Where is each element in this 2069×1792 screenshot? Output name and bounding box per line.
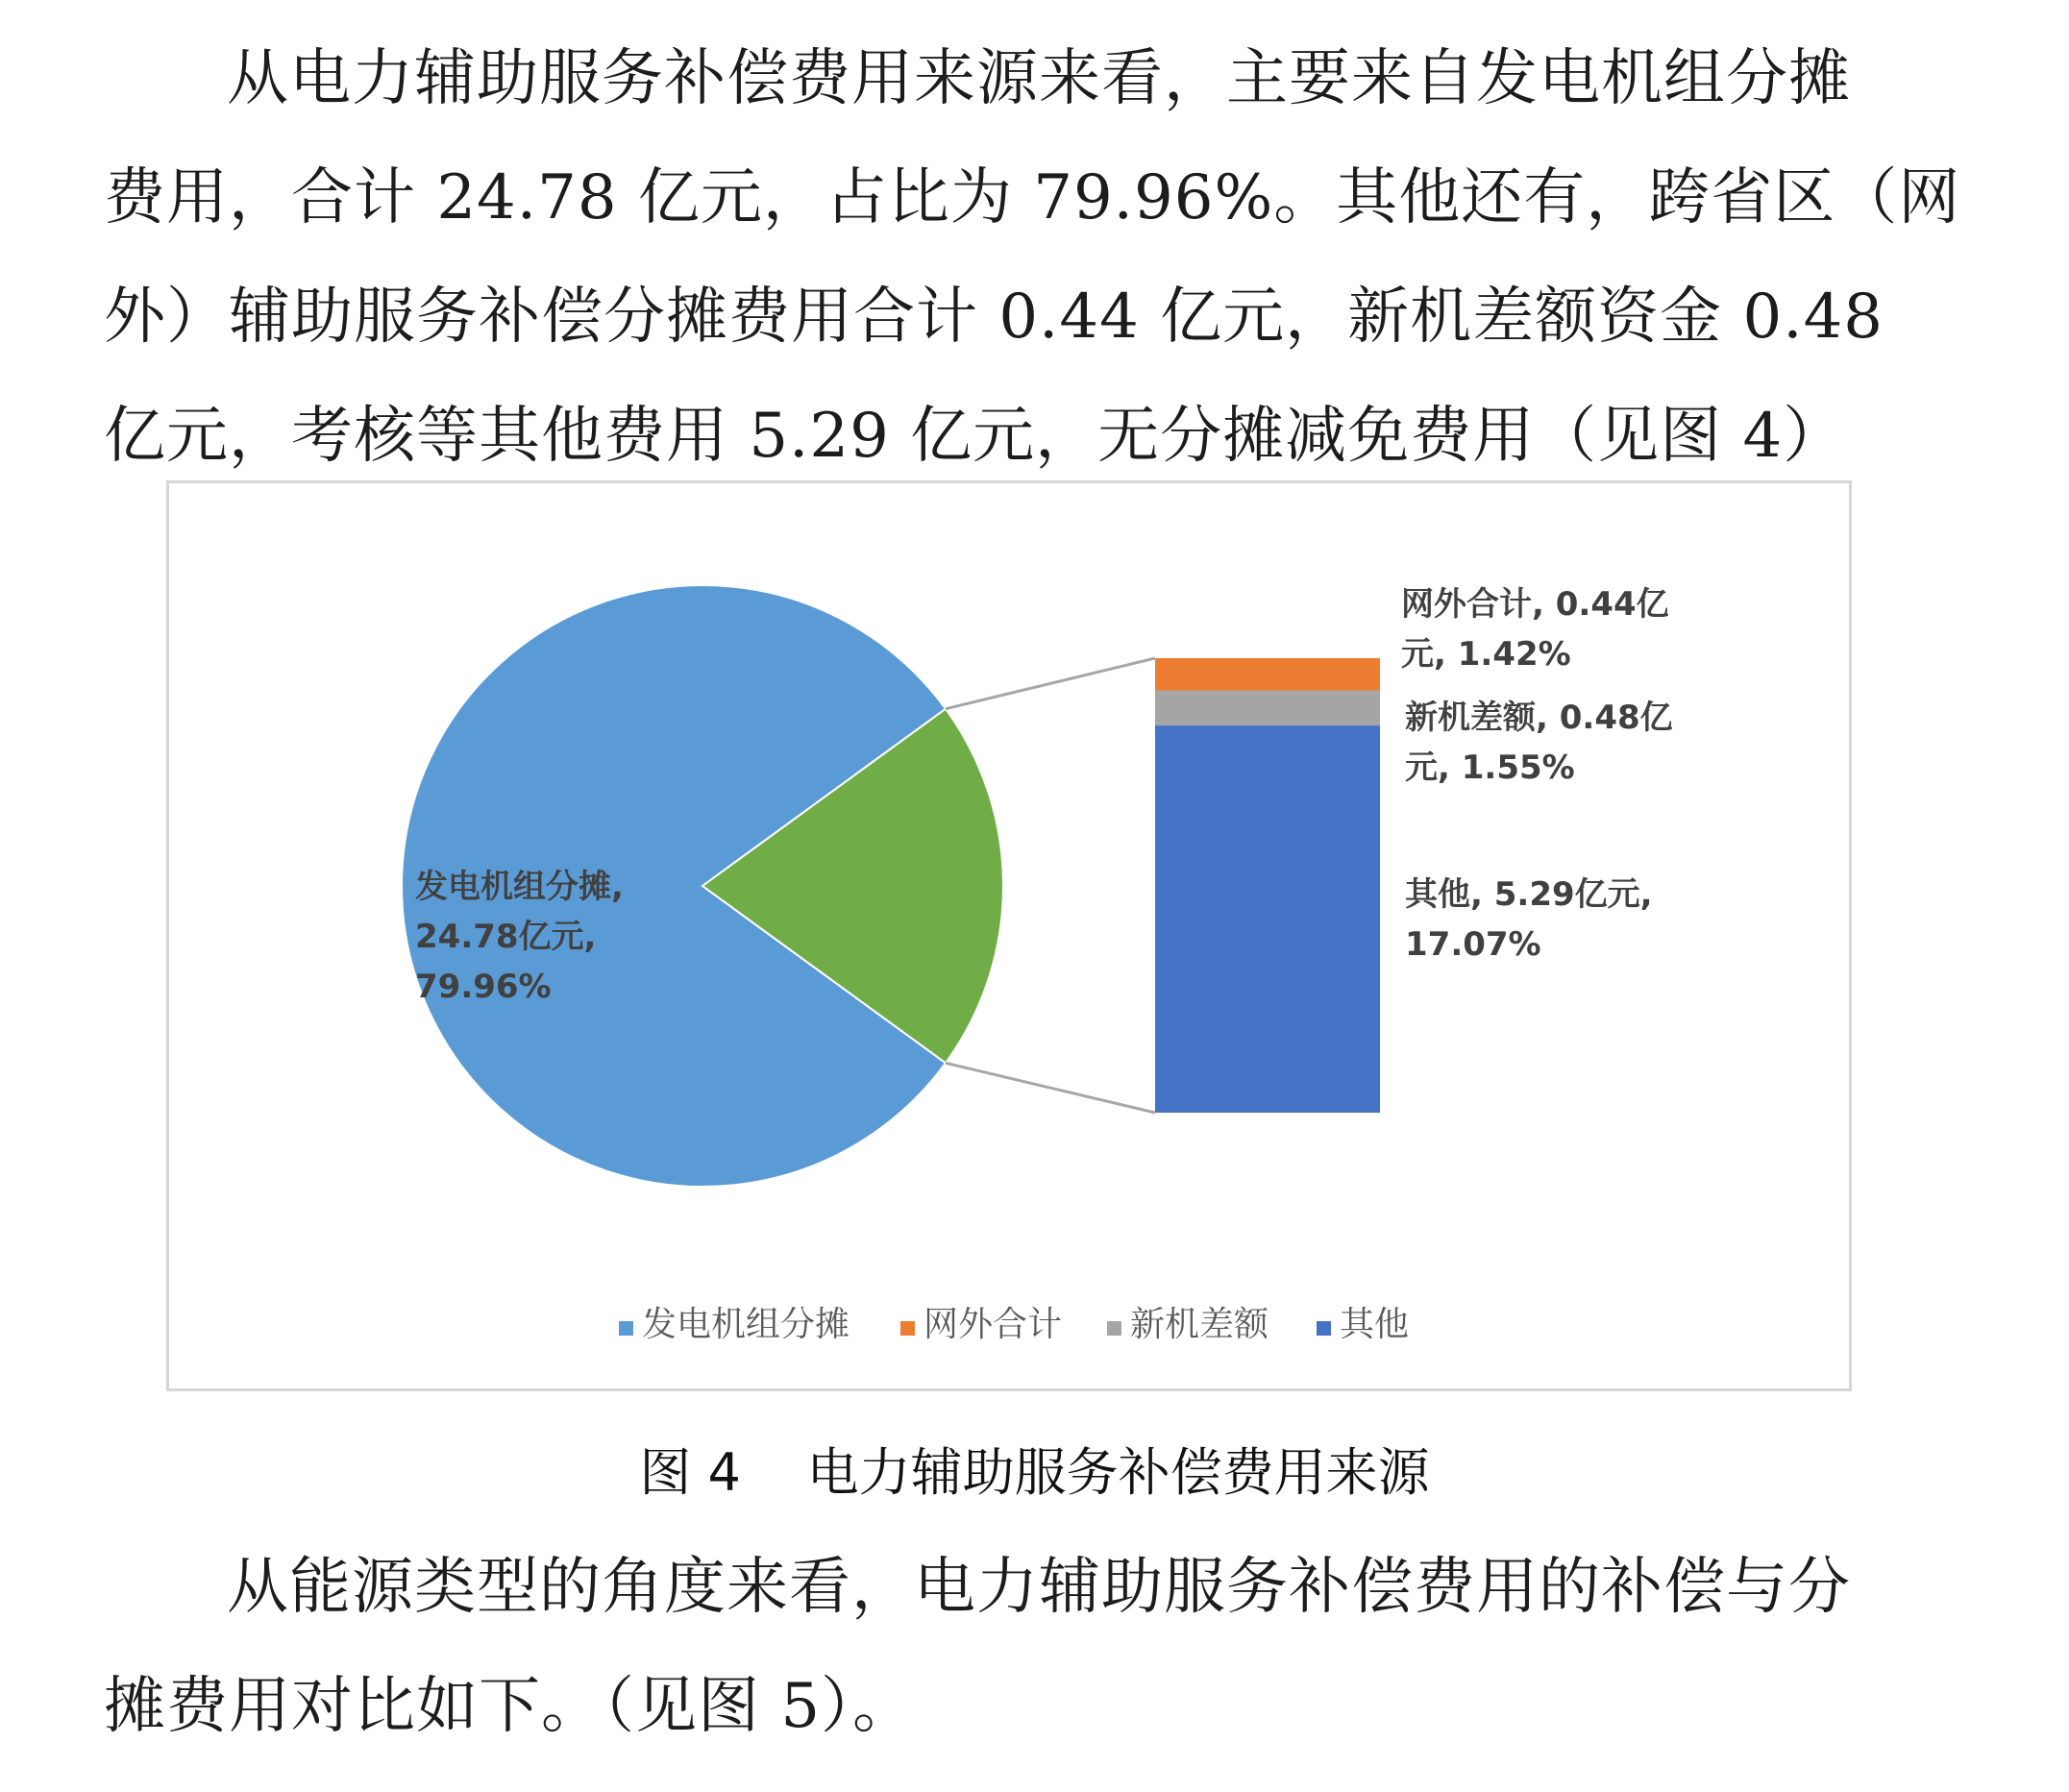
data-label-main: 发电机组分摊, 24.78亿元, 79.96% <box>415 868 624 1006</box>
following-paragraph <box>104 1528 1930 1766</box>
data-label-newunit: 新机差额, 0.48亿元, 1.55% <box>1405 699 1673 787</box>
paragraph-line: 外）辅助服务补偿分摊费用合计 0.44 亿元，新机差额资金 0.48 <box>104 282 1884 353</box>
legend-swatch <box>1317 1321 1331 1336</box>
connector-line-top <box>946 658 1155 709</box>
paragraph-line: 摊费用对比如下。（见图 5）。 <box>104 1671 916 1742</box>
paragraph-line: 亿元，考核等其他费用 5.29 亿元，无分摊减免费用（见图 4） <box>104 401 1846 472</box>
legend-label: 网外合计 <box>924 1305 1063 1344</box>
figure-caption <box>0 1432 2069 1506</box>
figure-number: 图 4 <box>639 1442 741 1503</box>
legend-swatch <box>900 1321 915 1336</box>
legend-label: 新机差额 <box>1130 1305 1269 1344</box>
connector-line-bottom <box>946 1063 1155 1113</box>
paragraph-line: 费用，合计 24.78 亿元，占比为 79.96%。其他还有，跨省区（网 <box>104 162 1961 233</box>
legend-label: 其他 <box>1340 1305 1410 1344</box>
figure-title: 电力辅助服务补偿费用来源 <box>806 1442 1430 1503</box>
bar-segment-newunit <box>1155 691 1380 726</box>
legend-swatch <box>619 1321 633 1336</box>
paragraph-line: 从能源类型的角度来看，电力辅助服务补偿费用的补偿与分 <box>227 1552 1851 1623</box>
bar-segment-net <box>1155 658 1380 691</box>
legend-swatch <box>1107 1321 1121 1336</box>
bar-segment-other <box>1155 725 1380 1113</box>
data-label-other: 其他, 5.29亿元, 17.07% <box>1405 875 1653 964</box>
legend-label: 发电机组分摊 <box>642 1305 850 1344</box>
data-label-net: 网外合计, 0.44亿元, 1.42% <box>1401 585 1669 674</box>
paragraph-line: 从电力辅助服务补偿费用来源来看，主要来自发电机组分摊 <box>227 43 1851 114</box>
